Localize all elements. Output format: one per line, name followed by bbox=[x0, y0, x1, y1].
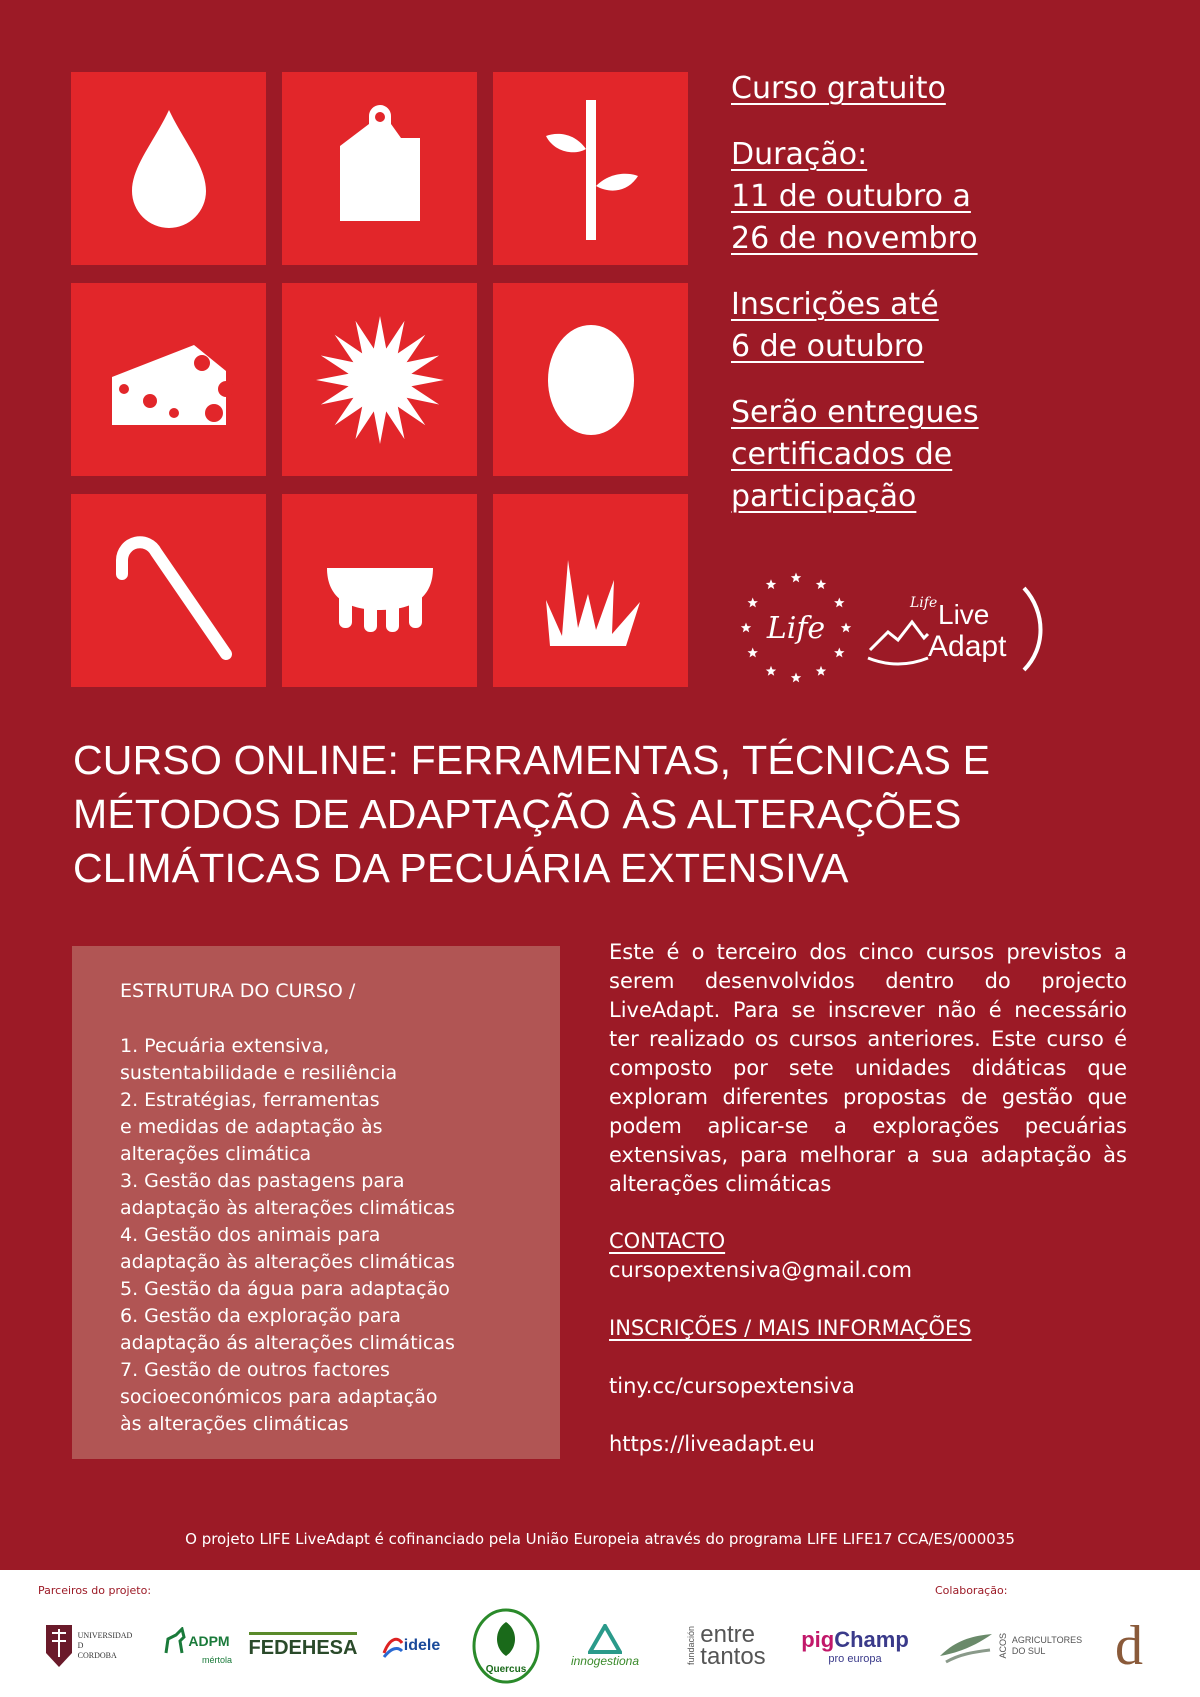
course-title-line-1: CURSO ONLINE: FERRAMENTAS, TÉCNICAS E bbox=[73, 737, 991, 783]
unit-6 bbox=[120, 1303, 540, 1357]
entretantos-foundation-text: fundación bbox=[686, 1626, 697, 1666]
associacao-d-logo bbox=[1096, 1606, 1162, 1686]
associacao-d-text: d bbox=[1115, 1615, 1143, 1677]
eu-star-icon bbox=[741, 623, 751, 633]
grass-tile bbox=[493, 494, 688, 687]
unit-line: às alterações climáticas bbox=[120, 1413, 349, 1435]
eu-life-logo bbox=[741, 573, 851, 683]
unit-line: 2. Estratégias, ferramentas bbox=[120, 1089, 380, 1111]
eu-star-icon bbox=[834, 648, 844, 658]
plant-stem-tile bbox=[493, 72, 688, 265]
adpm-subtext: mértola bbox=[201, 1655, 232, 1665]
ear-tag-icon bbox=[305, 94, 455, 244]
entretantos-logo bbox=[672, 1606, 780, 1686]
acos-logo bbox=[935, 1606, 1085, 1686]
fedehesa-text: FEDEHESA bbox=[249, 1632, 358, 1660]
partners-bar bbox=[0, 1570, 1200, 1697]
entretantos-text-2: tantos bbox=[700, 1643, 766, 1670]
pigchamp-champ-text: Champ bbox=[834, 1627, 909, 1652]
pigchamp-pig-text: pig bbox=[801, 1627, 835, 1652]
liveadapt-logo bbox=[868, 588, 1041, 670]
unit-1 bbox=[120, 1033, 540, 1087]
unit-line: alterações climática bbox=[120, 1143, 312, 1165]
liveadapt-adapt-text: Adapt bbox=[928, 630, 1007, 663]
funding-footnote: O projeto LIFE LiveAdapt é cofinanciado pela União Europeia através do programa LIFE LIFE17 CCA/ES/000035 bbox=[185, 1530, 1015, 1548]
unit-5 bbox=[120, 1276, 540, 1303]
uco-text-2: D bbox=[77, 1641, 84, 1650]
eu-star-icon bbox=[766, 666, 776, 676]
sun-burst-icon bbox=[305, 305, 455, 455]
certificates-line-2: certificados de bbox=[731, 437, 953, 472]
contact-email-link[interactable]: cursopextensiva@gmail.com bbox=[609, 1258, 912, 1282]
udder-tile bbox=[282, 494, 477, 687]
duration-label: Duração: bbox=[731, 137, 868, 172]
pigchamp-subtext: pro europa bbox=[828, 1653, 882, 1665]
eu-star-icon bbox=[816, 666, 826, 676]
uco-text-1: UNIVERSIDAD bbox=[77, 1631, 133, 1640]
eu-star-icon bbox=[791, 573, 801, 583]
quercus-leaf-icon bbox=[472, 1608, 540, 1684]
course-structure-heading: ESTRUTURA DO CURSO / bbox=[120, 980, 356, 1002]
eu-star-icon bbox=[841, 623, 851, 633]
adpm-logo bbox=[160, 1606, 232, 1686]
acos-text-1: ACOS bbox=[997, 1633, 1008, 1659]
free-course-label: Curso gratuito bbox=[731, 71, 946, 106]
registration-heading: INSCRIÇÕES / MAIS INFORMAÇÕES bbox=[609, 1316, 972, 1340]
certificates-block bbox=[731, 392, 1171, 518]
unit-line: socioeconómicos para adaptação bbox=[120, 1386, 438, 1408]
eu-star-icon bbox=[766, 579, 776, 589]
water-drop-icon bbox=[94, 94, 244, 244]
unit-line: 7. Gestão de outros factores bbox=[120, 1359, 390, 1381]
uco-text-3: CORDOBA bbox=[77, 1651, 117, 1660]
unit-line: e medidas de adaptação às bbox=[120, 1116, 383, 1138]
ear-tag-tile bbox=[282, 72, 477, 265]
duration-start: 11 de outubro a bbox=[731, 179, 971, 214]
course-info bbox=[731, 68, 1171, 542]
grass-icon bbox=[516, 516, 666, 666]
plant-stem-icon bbox=[516, 94, 666, 244]
course-structure-list bbox=[120, 1033, 540, 1438]
arc-icon bbox=[1024, 588, 1041, 670]
uco-shield-icon bbox=[44, 1623, 74, 1669]
unit-line: 1. Pecuária extensiva, bbox=[120, 1035, 330, 1057]
course-title bbox=[73, 733, 1173, 895]
course-description: Este é o terceiro dos cinco cursos previstos a serem desenvolvidos dentro do projecto LiveAdapt. Para se inscrever não é necessário ter realizado os cursos anteriores. Este curso é composto por sete unidades didáticas que exploram diferentes propostas de gestão que podem aplicar-se a explorações pecuárias extensivas, para melhorar a sua adaptação às alterações climáticas bbox=[609, 940, 1127, 1196]
icon-grid bbox=[71, 72, 688, 689]
egg-icon bbox=[516, 305, 666, 455]
entretantos-text-1: entre bbox=[700, 1621, 755, 1648]
collaboration-label: Colaboração: bbox=[935, 1584, 1008, 1597]
course-title-line-3: CLIMÁTICAS DA PECUÁRIA EXTENSIVA bbox=[73, 845, 849, 891]
registration-link[interactable]: tiny.cc/cursopextensiva bbox=[609, 1374, 855, 1398]
contact-section bbox=[609, 1227, 1169, 1459]
unit-4 bbox=[120, 1222, 540, 1276]
course-structure-panel bbox=[72, 946, 560, 1459]
unit-line: 5. Gestão da água para adaptação bbox=[120, 1278, 450, 1300]
duration-end: 26 de novembro bbox=[731, 221, 978, 256]
eu-star-icon bbox=[748, 598, 758, 608]
life-logos bbox=[728, 562, 1058, 692]
cheese-icon bbox=[94, 305, 244, 455]
cheese-tile bbox=[71, 283, 266, 476]
registration-label: Inscrições até bbox=[731, 287, 939, 322]
acos-bird-icon bbox=[938, 1626, 994, 1666]
website-link[interactable]: https://liveadapt.eu bbox=[609, 1432, 815, 1456]
eu-star-icon bbox=[748, 648, 758, 658]
acos-text-2: AGRICULTORES bbox=[1011, 1635, 1083, 1645]
unit-line: adaptação ás alterações climáticas bbox=[120, 1332, 455, 1354]
liveadapt-live-text: Live bbox=[938, 599, 990, 630]
unit-line: 4. Gestão dos animais para bbox=[120, 1224, 381, 1246]
quercus-logo bbox=[470, 1606, 542, 1686]
fedehesa-logo bbox=[250, 1606, 356, 1686]
quercus-text: Quercus bbox=[485, 1664, 527, 1675]
pigchamp-logo bbox=[800, 1606, 910, 1686]
unit-line: adaptação às alterações climáticas bbox=[120, 1251, 455, 1273]
duration-block bbox=[731, 134, 1171, 260]
shepherd-crook-icon bbox=[94, 516, 244, 666]
shepherd-crook-tile bbox=[71, 494, 266, 687]
liveadapt-life-text: Life bbox=[910, 595, 938, 611]
eu-star-icon bbox=[791, 673, 801, 683]
idele-logo bbox=[372, 1606, 450, 1686]
adpm-text: ADPM bbox=[188, 1633, 230, 1649]
unit-3 bbox=[120, 1168, 540, 1222]
eu-star-icon bbox=[816, 579, 826, 589]
registration-date: 6 de outubro bbox=[731, 329, 924, 364]
contact-heading: CONTACTO bbox=[609, 1229, 726, 1253]
innogestiona-logo bbox=[560, 1606, 650, 1686]
unit-line: sustentabilidade e resiliência bbox=[120, 1062, 398, 1084]
unit-2 bbox=[120, 1087, 540, 1168]
water-drop-tile bbox=[71, 72, 266, 265]
idele-text: idele bbox=[403, 1637, 441, 1654]
unit-line: 6. Gestão da exploração para bbox=[120, 1305, 401, 1327]
acos-text-3: DO SUL bbox=[1011, 1646, 1046, 1656]
goat-icon bbox=[162, 1627, 188, 1655]
mountain-icon bbox=[870, 622, 928, 650]
life-logo-text: Life bbox=[766, 611, 826, 646]
uco-logo bbox=[38, 1606, 138, 1686]
certificates-line-1: Serão entregues bbox=[731, 395, 979, 430]
partners-label: Parceiros do projeto: bbox=[38, 1584, 152, 1597]
eu-star-icon bbox=[834, 598, 844, 608]
idele-swoosh-icon bbox=[382, 1633, 404, 1659]
unit-line: adaptação às alterações climáticas bbox=[120, 1197, 455, 1219]
sun-burst-tile bbox=[282, 283, 477, 476]
innogestiona-triangle-icon bbox=[588, 1624, 622, 1654]
egg-tile bbox=[493, 283, 688, 476]
udder-icon bbox=[305, 516, 455, 666]
course-title-line-2: MÉTODOS DE ADAPTAÇÃO ÀS ALTERAÇÕES bbox=[73, 791, 962, 837]
innogestiona-text: innogestiona bbox=[570, 1654, 640, 1668]
unit-7 bbox=[120, 1357, 540, 1438]
free-course-text bbox=[731, 68, 1171, 110]
unit-line: 3. Gestão das pastagens para bbox=[120, 1170, 405, 1192]
registration-block bbox=[731, 284, 1171, 368]
certificates-line-3: participação bbox=[731, 479, 917, 514]
